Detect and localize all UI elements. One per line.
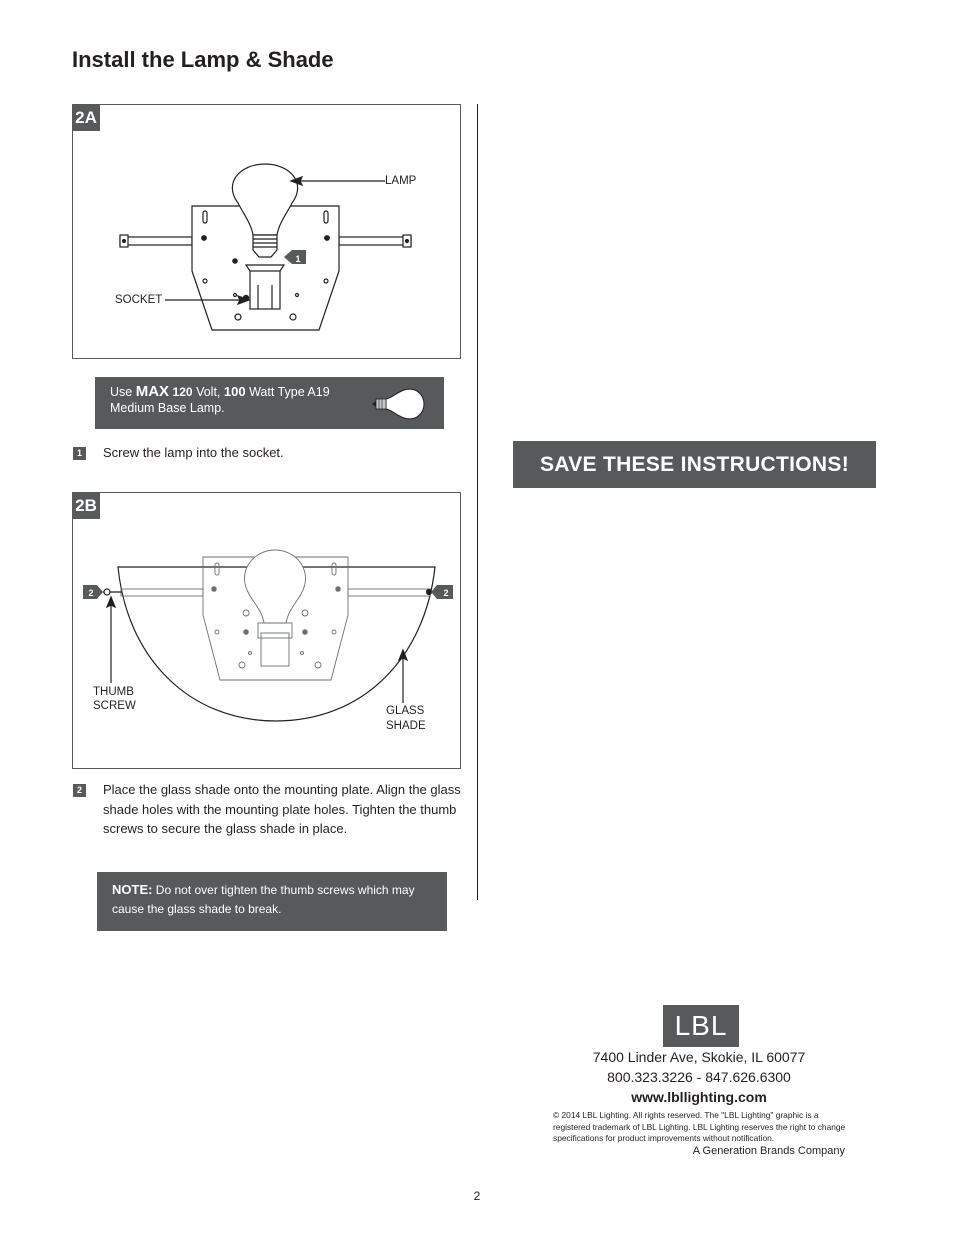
- note-body: Do not over tighten the thumb screws which may cause the glass shade to break.: [112, 883, 415, 916]
- company-phones: 800.323.3226 - 847.626.6300: [607, 1069, 791, 1085]
- step-2-marker-right-text: 2: [443, 588, 449, 598]
- page-number: 2: [473, 1189, 481, 1203]
- figure-2b-label: 2B: [72, 492, 100, 519]
- note-box: [97, 872, 447, 931]
- spec-max: MAX: [135, 383, 170, 400]
- step-2-marker-left: [83, 585, 103, 599]
- spec-line2: Medium Base Lamp.: [110, 401, 225, 415]
- a19-bulb-icon: [366, 387, 426, 421]
- step-2-number: 2: [73, 784, 86, 797]
- thumb-screw-callout: [93, 685, 136, 713]
- lbl-logo: LBL: [663, 1005, 739, 1047]
- step-1-number: 1: [73, 447, 86, 460]
- spec-watts: 100: [223, 384, 246, 399]
- legal-notice: © 2014 LBL Lighting. All rights reserved. The "LBL Lighting" graphic is a registered trademark of LBL Lighting. LBL Lighting reserves the right to change specifications for product improvements without notification.: [553, 1110, 846, 1143]
- note-label: NOTE:: [112, 882, 153, 897]
- lamp-socket-diagram: [73, 105, 460, 358]
- figure-2b: [72, 492, 461, 769]
- socket: [250, 271, 280, 309]
- socket-callout: SOCKET: [115, 294, 163, 306]
- lamp-spec-text: [110, 384, 370, 416]
- page-title: Install the Lamp & Shade: [72, 47, 334, 72]
- company-address: 7400 Linder Ave, Skokie, IL 60077: [592, 1049, 806, 1065]
- thumb-label-line2: SCREW: [93, 700, 136, 712]
- step-2-line3: screws to secure the glass shade in place.: [103, 821, 348, 836]
- right-bar: [339, 237, 411, 245]
- step-2-line2: shade holes with the mounting plate holes. Tighten the thumb: [103, 801, 457, 817]
- lamp-spec-box: [95, 377, 444, 429]
- spec-volt-word: Volt,: [196, 385, 221, 399]
- left-bar: [120, 237, 192, 245]
- glass-shade-callout: [386, 704, 426, 734]
- spec-volts: 120: [172, 385, 193, 399]
- step-2-text: [103, 780, 463, 839]
- step-2-line1: Place the glass shade onto the mounting plate. Align the glass: [103, 782, 461, 797]
- spec-rest: Watt Type A19: [249, 385, 330, 399]
- glass-label-line1: GLASS: [386, 705, 425, 717]
- glass-label-line2: SHADE: [386, 720, 426, 732]
- figure-2a-label: 2A: [72, 104, 100, 131]
- save-instructions-banner: SAVE THESE INSTRUCTIONS!: [513, 441, 876, 488]
- company-website[interactable]: www.lbllighting.com: [631, 1089, 767, 1105]
- step-1-text: Screw the lamp into the socket.: [103, 445, 284, 460]
- step-2-marker-right: [431, 585, 453, 599]
- lamp-callout: LAMP: [385, 175, 417, 187]
- spec-use: Use: [110, 385, 133, 399]
- parent-company: A Generation Brands Company: [692, 1145, 845, 1157]
- thumb-label-line1: THUMB: [93, 686, 134, 698]
- figure-2a: [72, 104, 461, 359]
- note-text: [112, 881, 437, 918]
- column-divider: [477, 104, 478, 900]
- step-1-marker-text: 1: [295, 254, 301, 264]
- step-2-marker-left-text: 2: [88, 588, 94, 598]
